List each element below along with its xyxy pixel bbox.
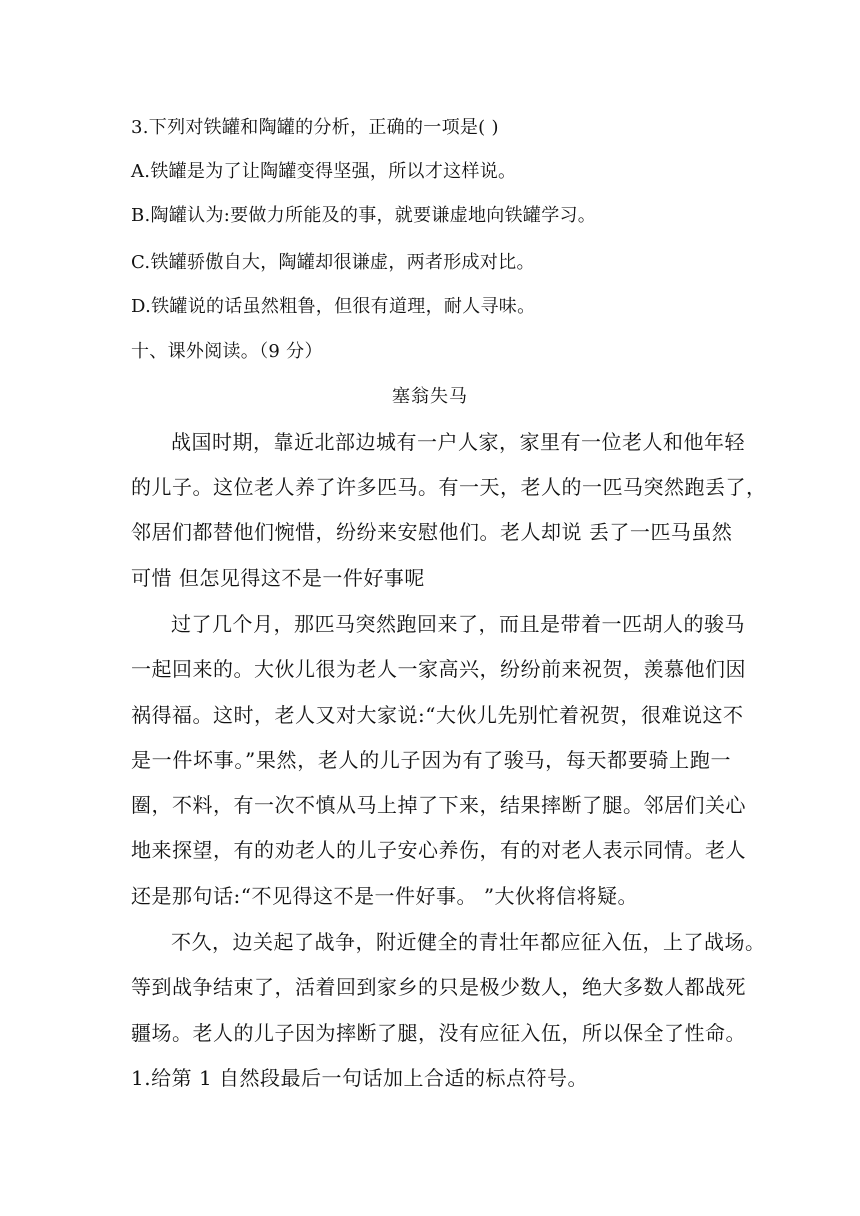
- paragraph1-line: 战国时期，靠近北部边城有一户人家，家里有一位老人和他年轻: [171, 430, 745, 454]
- question3-option-c: C.铁罐骄傲自大，陶罐却很谦虚，两者形成对比。: [131, 252, 535, 273]
- paragraph2-line: 还是那句话:“不见得这不是一件好事。 ”大伙将信将疑。: [131, 884, 639, 908]
- paragraph2-line: 地来探望，有的劝老人的儿子安心养伤，有的对老人表示同情。老人: [131, 838, 746, 862]
- question3-option-b: B.陶罐认为:要做力所能及的事，就要谦虚地向铁罐学习。: [131, 205, 597, 226]
- paragraph2-line: 一起回来的。大伙儿很为老人一家高兴，纷纷前来祝贺，羡慕他们因: [131, 657, 746, 681]
- paragraph3-line: 等到战争结束了，活着回到家乡的只是极少数人，绝大多数人都战死: [131, 975, 746, 999]
- paragraph2-line: 过了几个月，那匹马突然跑回来了，而且是带着一匹胡人的骏马: [171, 612, 745, 636]
- paragraph3-line: 不久，边关起了战争，附近健全的青壮年都应征入伍，上了战场。: [171, 930, 766, 954]
- question3-option-a: A.铁罐是为了让陶罐变得坚强，所以才这样说。: [131, 161, 517, 182]
- paragraph2-line: 圈，不料，有一次不慎从马上掉了下来，结果摔断了腿。邻居们关心: [131, 793, 746, 817]
- paragraph1-line: 可惜 但怎见得这不是一件好事呢: [131, 566, 425, 590]
- paragraph2-line: 是一件坏事。”果然，老人的儿子因为有了骏马，每天都要骑上跑一: [131, 748, 731, 772]
- paragraph1-line: 邻居们都替他们惋惜，纷纷来安慰他们。老人却说 丢了一匹马虽然: [131, 520, 733, 544]
- section10-heading: 十、课外阅读。（9 分）: [131, 341, 323, 362]
- question3-stem: 3.下列对铁罐和陶罐的分析，正确的一项是( ): [131, 117, 499, 138]
- passage-title: 塞翁失马: [392, 386, 468, 407]
- question1-text: 1.给第 1 自然段最后一句话加上合适的标点符号。: [131, 1066, 589, 1090]
- paragraph2-line: 祸得福。这时，老人又对大家说:“大伙儿先别忙着祝贺，很难说这不: [131, 703, 744, 727]
- paragraph3-line: 疆场。老人的儿子因为摔断了腿，没有应征入伍，所以保全了性命。: [131, 1021, 746, 1045]
- question3-option-d: D.铁罐说的话虽然粗鲁，但很有道理，耐人寻味。: [131, 296, 536, 317]
- paragraph1-line: 的儿子。这位老人养了许多匹马。有一天，老人的一匹马突然跑丢了，: [131, 475, 767, 499]
